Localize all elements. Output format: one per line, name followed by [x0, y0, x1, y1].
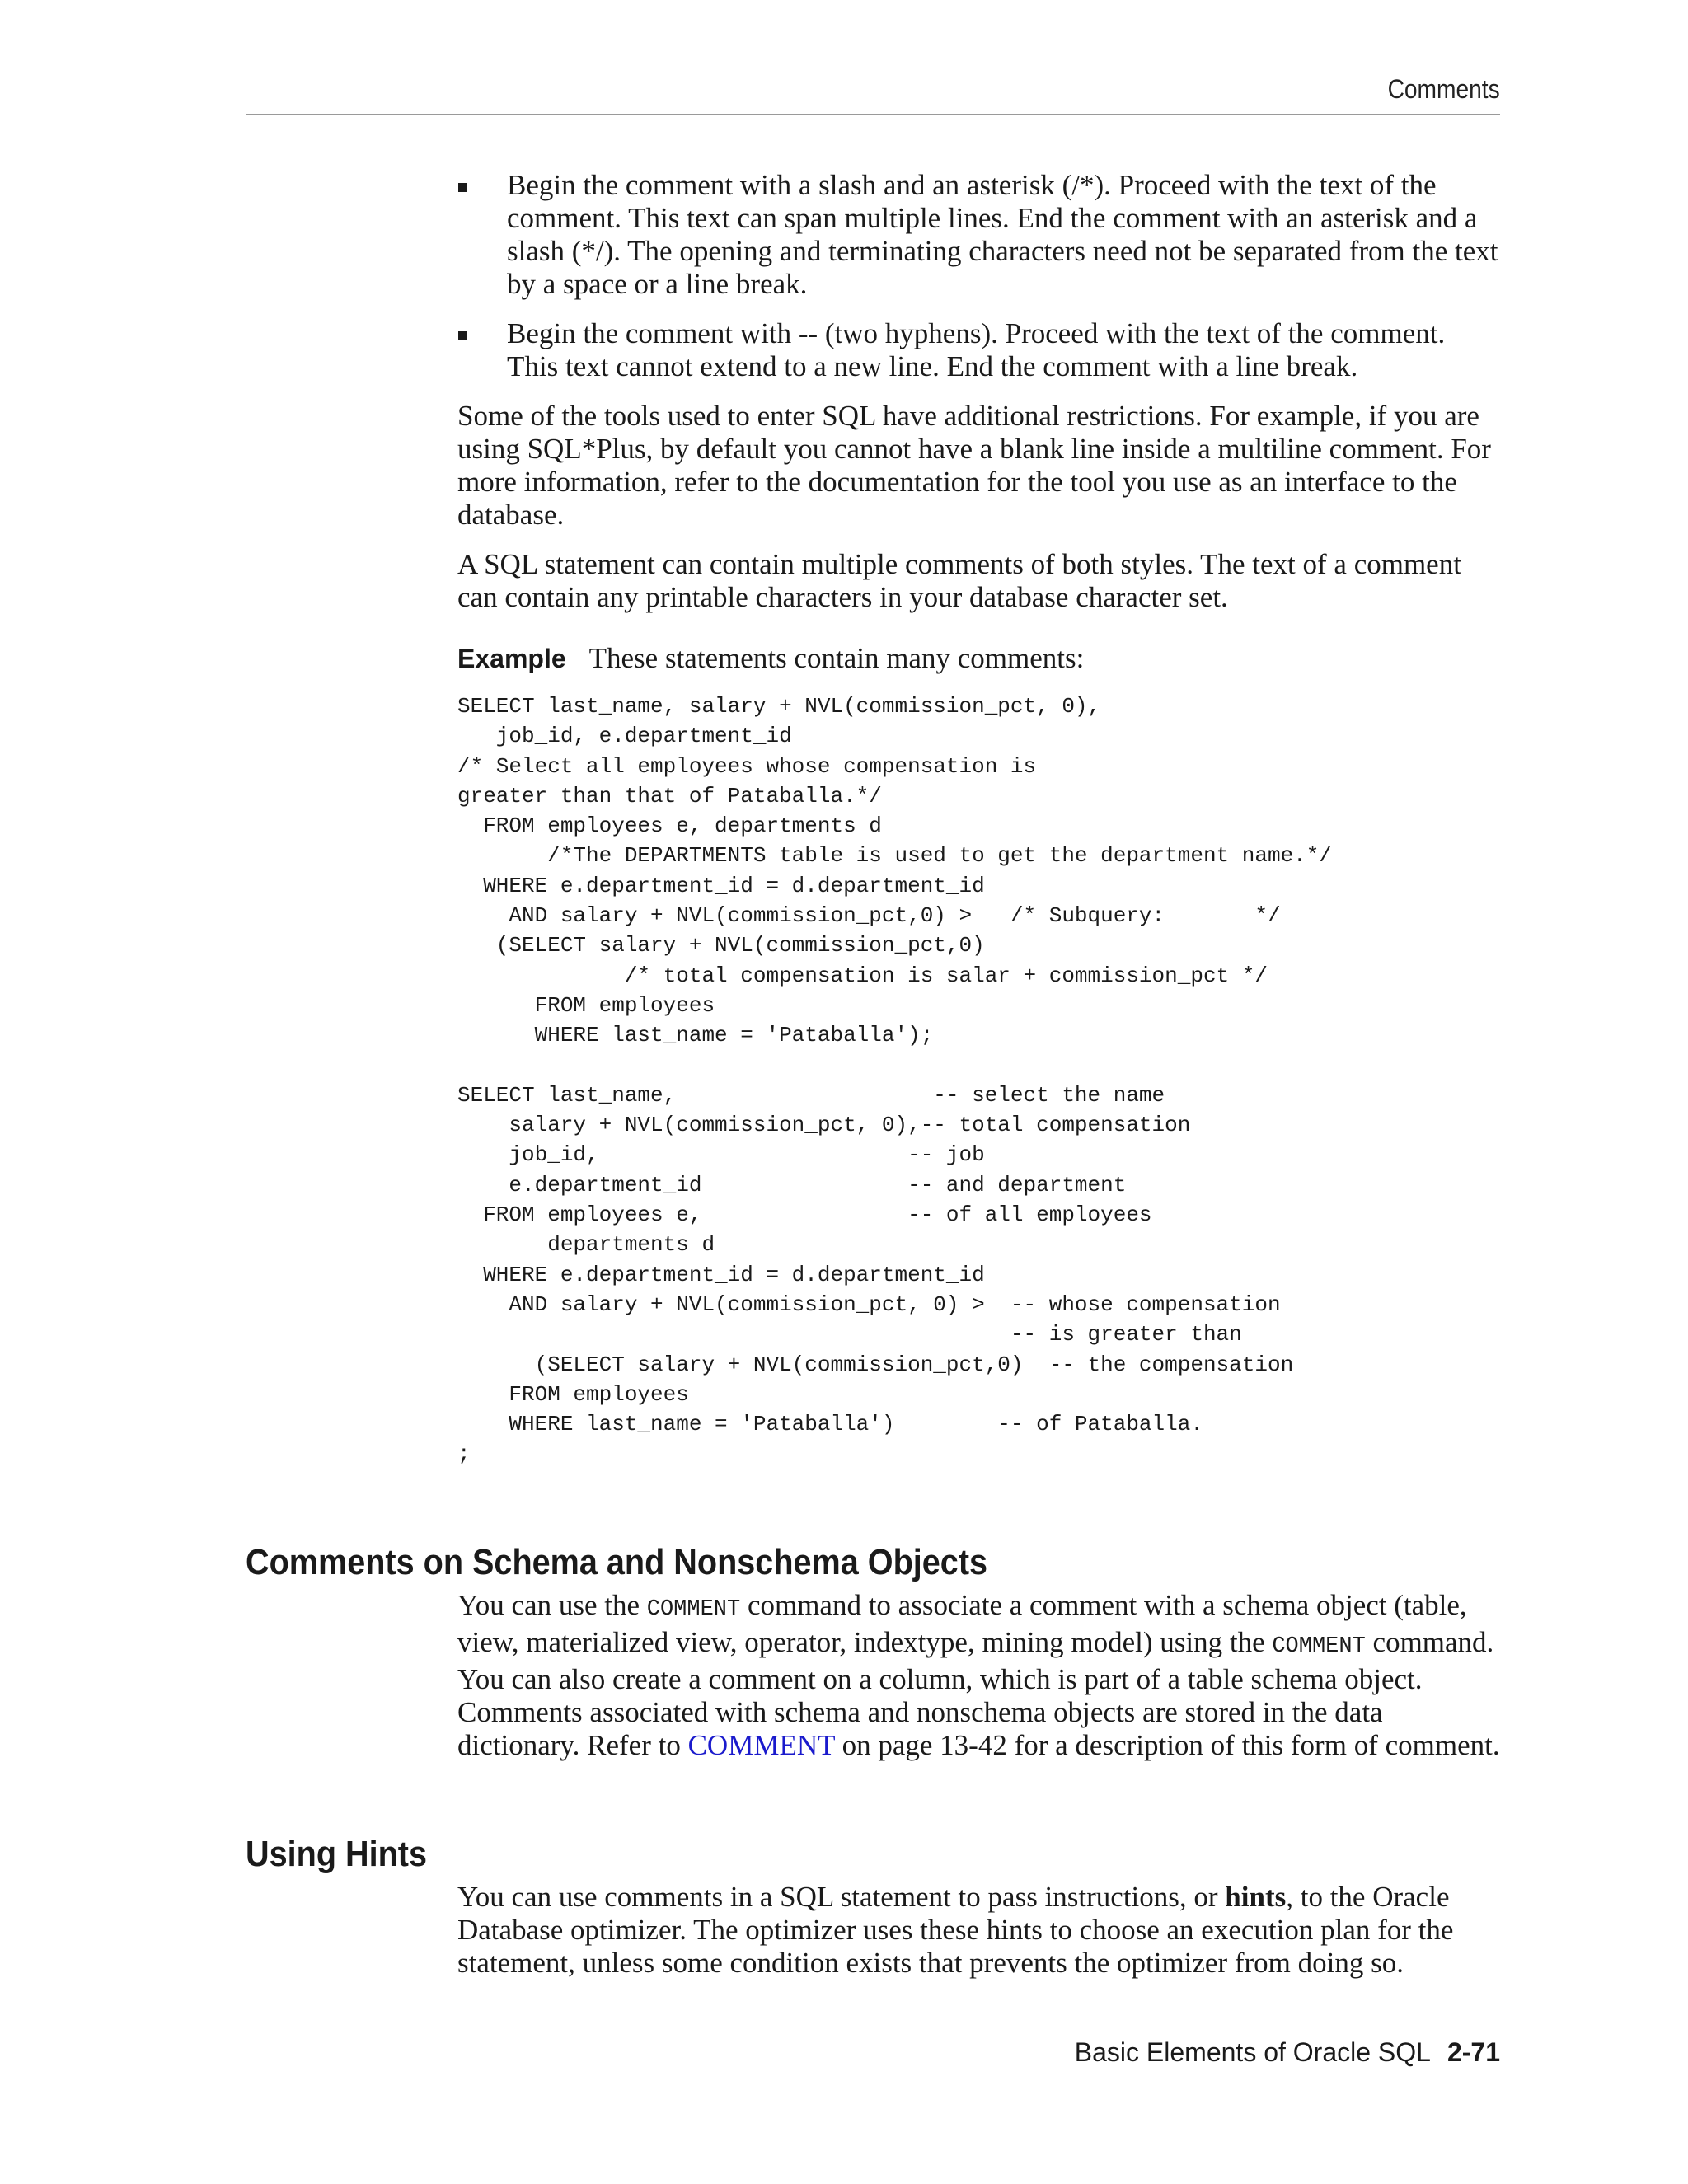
square-bullet-icon — [458, 331, 467, 340]
paragraph-multiple-comments: A SQL statement can contain multiple comments of both styles. The text of a comment can contain any printable characters in your database character set. — [457, 548, 1461, 613]
list-item — [457, 169, 1503, 301]
example-caption — [457, 642, 1503, 675]
example-label: Example — [457, 644, 566, 673]
list-item — [457, 317, 1503, 383]
header-rule — [246, 114, 1500, 115]
code-example: SELECT last_name, salary + NVL(commission_pct, 0), job_id, e.department_id /* Select all employees whose compensation is greater than that of Pataballa.*/ FROM employees e, departments d /*The DEPARTMENTS table is used to get the department name.*/ WHERE e.department_id = d.department_id AND salary + NVL(commission_pct,0) > /* Subquery: */ (SELECT salary + NVL(commission_pct,0) /* total compensation is salar + commission_pct */ FROM employees WHERE last_name = 'Pataballa'); SELECT last_name, -- select the name salary + NVL(commission_pct, 0),-- total compensation job_id, -- job e.department_id -- and department FROM employees e, -- of all employees departments d WHERE e.department_id = d.department_id AND salary + NVL(commission_pct, 0) > -- whose compensation -- is greater than (SELECT salary + NVL(commission_pct,0) -- the compensation FROM employees WHERE last_name = 'Pataballa') -- of Pataballa. ; — [457, 694, 1332, 1467]
section-body-schema-comments — [457, 1589, 1503, 1762]
list-item-text: Begin the comment with a slash and an asterisk (/*). Proceed with the text of the comment. This text can span multiple lines. End the comment with an asterisk and a slash (*/). The opening and terminating characters need not be separated from the text by a space or a line break. — [507, 169, 1498, 300]
text-run: , to the Oracle Database optimizer. The optimizer uses these hints to choose an execution plan for the statement, unless some condition exists that prevents the optimizer from doing so. — [457, 1881, 1454, 1979]
square-bullet-icon — [458, 183, 467, 192]
inline-code-comment: COMMENT — [1272, 1634, 1366, 1659]
inline-code-comment: COMMENT — [646, 1597, 741, 1622]
text-run: command. You can also create a comment on a column, which is part of a table schema object. Comments associated with schema and nonschema objects are stored in the data dictionary. Refer to — [457, 1626, 1494, 1761]
page-footer — [1075, 2037, 1500, 2068]
section-heading-schema-comments: Comments on Schema and Nonschema Objects — [246, 1542, 988, 1582]
comment-xref-link[interactable]: COMMENT — [687, 1729, 835, 1761]
example-text: These statements contain many comments: — [588, 642, 1085, 674]
main-content — [457, 169, 1503, 1469]
text-run: You can use comments in a SQL statement to pass instructions, or — [457, 1881, 1226, 1913]
comment-style-list — [457, 169, 1503, 383]
section-heading-using-hints: Using Hints — [246, 1834, 428, 1874]
footer-page-number: 2-71 — [1447, 2037, 1500, 2067]
text-run: You can use the — [457, 1589, 647, 1621]
text-run: on page 13-42 for a description of this form of comment. — [834, 1729, 1500, 1761]
list-item-text: Begin the comment with -- (two hyphens). Proceed with the text of the comment. This text cannot extend to a new line. End the comment with a line break. — [507, 317, 1446, 382]
bold-term-hints: hints — [1225, 1881, 1287, 1913]
running-header-title: Comments — [1387, 74, 1500, 104]
text-run: command to associate a comment with a schema object (table, view, materialized view, operator, indextype, mining model) using the — [457, 1589, 1467, 1658]
footer-book-title: Basic Elements of Oracle SQL — [1074, 2037, 1431, 2067]
paragraph-tool-restrictions: Some of the tools used to enter SQL have additional restrictions. For example, if you are using SQL*Plus, by default you cannot have a blank line inside a multiline comment. For more information, refer to the documentation for the tool you use as an interface to the database. — [457, 400, 1491, 531]
section-body-using-hints — [457, 1881, 1503, 1980]
